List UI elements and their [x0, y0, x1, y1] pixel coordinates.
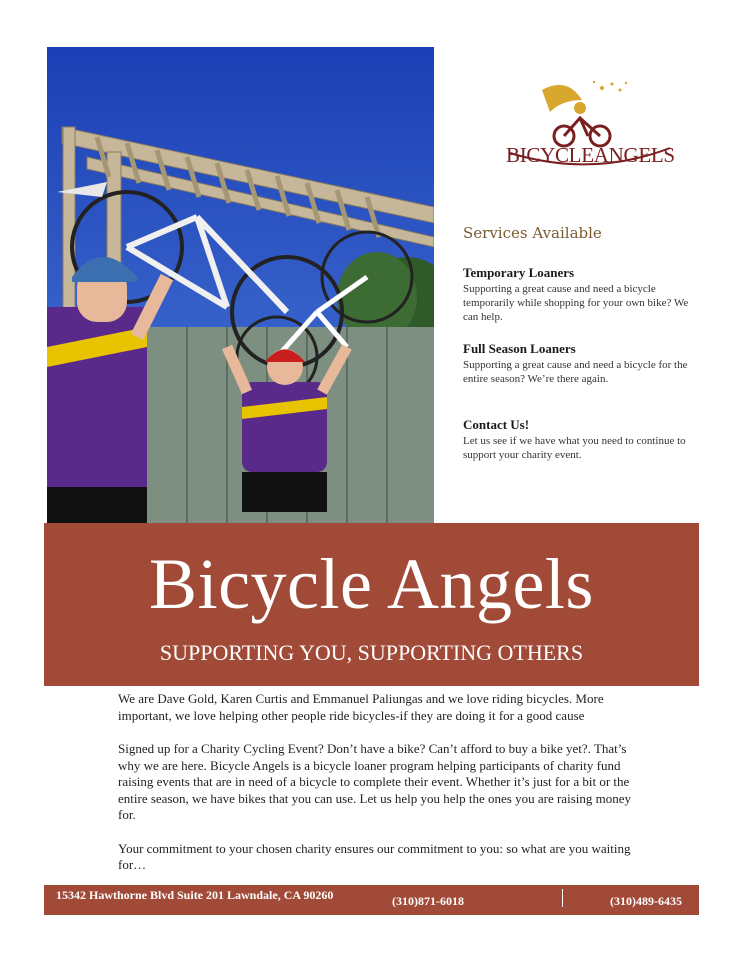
- logo-text-angels: ANGELS: [593, 143, 675, 167]
- banner-tagline: SUPPORTING YOU, SUPPORTING OTHERS: [159, 640, 584, 665]
- hero-photo: [47, 47, 434, 525]
- services-title: Services Available: [463, 224, 602, 242]
- footer-phone-2: (310)489-6435: [610, 894, 682, 908]
- body-paragraph: We are Dave Gold, Karen Curtis and Emmanuel Paliungas and we love riding bicycles. More important, we love helping other people ride bicycles-if they are doing it for a good cause: [118, 691, 604, 723]
- logo-text-bicycle: BICYCLE: [506, 143, 594, 167]
- service-full-season-loaners: [463, 341, 698, 386]
- service-text: Supporting a great cause and need a bicycle temporarily while shopping for your own bike? We can help.: [463, 283, 689, 323]
- body-paragraph: Your commitment to your chosen charity ensures our commitment to you: so what are you waiting for…: [118, 840, 631, 872]
- footer-phone-1: (310)871-6018: [392, 894, 464, 908]
- service-heading: Temporary Loaners: [463, 265, 575, 280]
- body-text: [118, 691, 638, 891]
- service-contact-us: [463, 417, 698, 462]
- banner-title: Bicycle Angels: [149, 544, 594, 624]
- title-banner: [44, 523, 699, 686]
- footer-address: 15342 Hawthorne Blvd Suite 201 Lawndale, CA 90260: [56, 888, 334, 902]
- body-paragraph: Signed up for a Charity Cycling Event? Don’t have a bike? Can’t afford to buy a bike yet?. That’s why we are here. Bicycle Angels is a bicycle loaner program helping participants of charity fund raising events that are in need of a bicycle to complete their event. Whether it’s just for a bit or the entire season, we have bikes that you can use. Let us help you help the ones you are raising money for.: [118, 741, 631, 822]
- service-text: Supporting a great cause and need a bicycle for the entire season? We’re there again.: [463, 359, 688, 385]
- footer-divider: [562, 889, 563, 907]
- service-heading: Full Season Loaners: [463, 341, 576, 356]
- footer-bar: [44, 885, 699, 915]
- service-heading: Contact Us!: [463, 417, 530, 432]
- logo: [502, 78, 675, 188]
- service-temporary-loaners: [463, 265, 698, 324]
- service-text: Let us see if we have what you need to continue to support your charity event.: [463, 435, 686, 461]
